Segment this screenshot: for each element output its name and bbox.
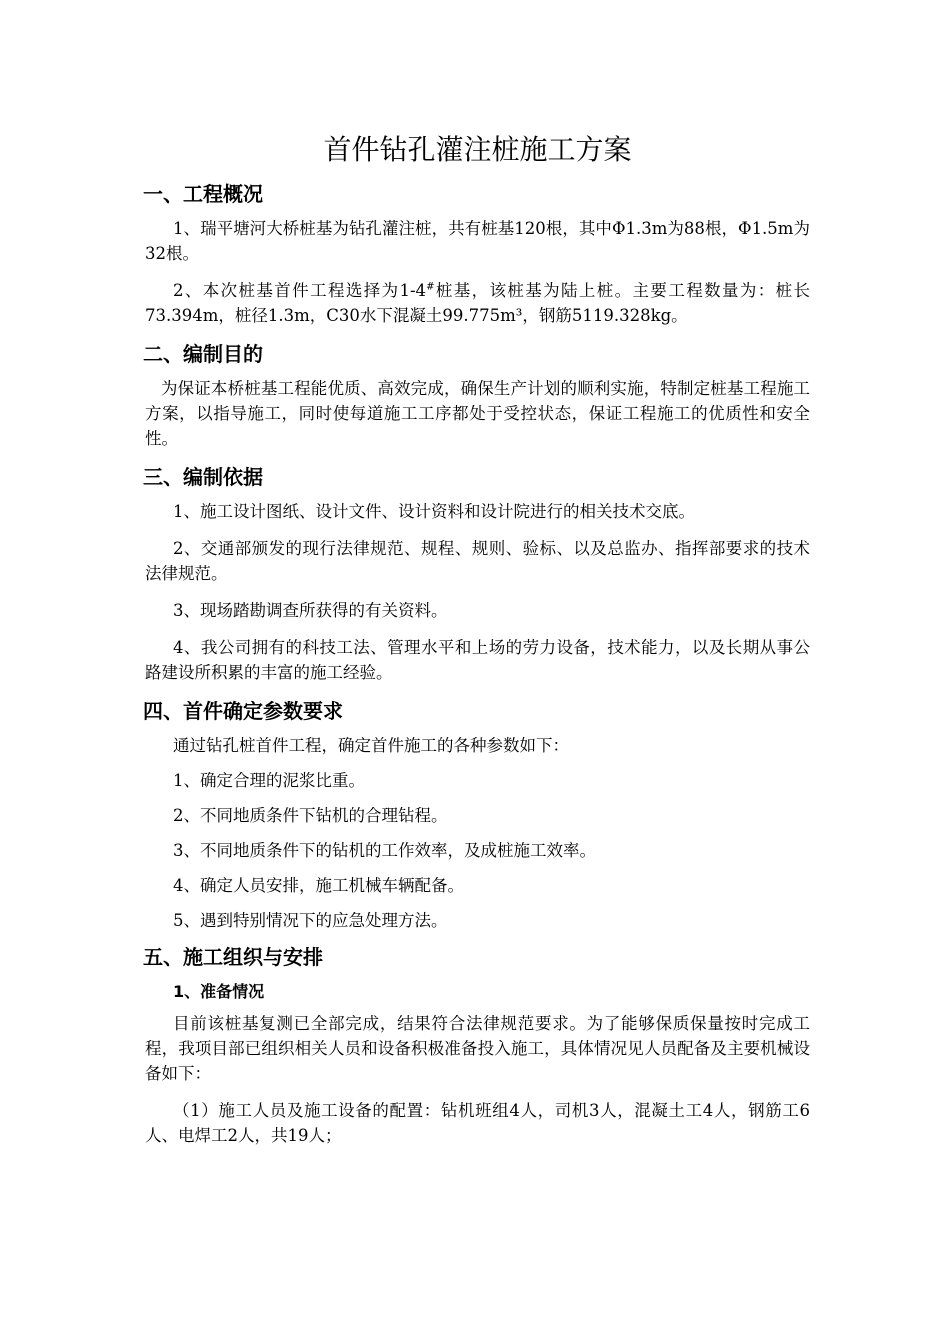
paragraph: 2、不同地质条件下钻机的合理钻程。	[173, 806, 448, 825]
paragraph: 5、遇到特别情况下的应急处理方法。	[173, 911, 448, 930]
paragraph-text: 2、本次桩基首件工程选择为1-4	[173, 281, 427, 300]
paragraph: 4、确定人员安排，施工机械车辆配备。	[173, 876, 464, 895]
paragraph: 1、施工设计图纸、设计文件、设计资料和设计院进行的相关技术交底。	[173, 502, 695, 521]
paragraph: 3、不同地质条件下的钻机的工作效率，及成桩施工效率。	[173, 841, 596, 860]
section-heading: 三、编制依据	[143, 465, 263, 489]
section-heading: 四、首件确定参数要求	[143, 699, 343, 723]
section-heading: 五、施工组织与安排	[143, 945, 323, 969]
paragraph-text: 桩基，该桩基为陆上桩。主要工程数量为：桩长73.394m，桩径1.3m，C30水下混凝土99.775m³，钢筋5119.328kg。	[145, 281, 811, 325]
section-heading: 一、工程概况	[143, 182, 263, 206]
paragraph: 2、交通部颁发的现行法律规范、规程、规则、验标、以及总监办、指挥部要求的技术法律规范。	[145, 539, 810, 583]
section-heading: 二、编制目的	[143, 342, 263, 366]
superscript: #	[426, 281, 435, 293]
paragraph: 4、我公司拥有的科技工法、管理水平和上场的劳力设备，技术能力，以及长期从事公路建设所积累的丰富的施工经验。	[145, 638, 810, 682]
paragraph: （1）施工人员及施工设备的配置：钻机班组4人，司机3人，混凝土工4人，钢筋工6人、电焊工2人，共19人；	[145, 1101, 810, 1145]
paragraph	[145, 278, 810, 328]
document-title: 首件钻孔灌注桩施工方案	[323, 133, 632, 166]
paragraph: 3、现场踏勘调查所获得的有关资料。	[173, 601, 448, 620]
paragraph: 1、瑞平塘河大桥桩基为钻孔灌注桩，共有桩基120根，其中Φ1.3m为88根，Φ1.5m为32根。	[145, 219, 810, 263]
paragraph: 目前该桩基复测已全部完成，结果符合法律规范要求。为了能够保质保量按时完成工程，我项目部已组织相关人员和设备积极准备投入施工，具体情况见人员配备及主要机械设备如下：	[145, 1014, 810, 1083]
document-body	[145, 130, 810, 1160]
paragraph: 1、确定合理的泥浆比重。	[173, 771, 365, 790]
subsection-heading: 1、准备情况	[173, 982, 265, 1001]
paragraph: 通过钻孔桩首件工程，确定首件施工的各种参数如下：	[173, 736, 569, 755]
paragraph: 为保证本桥桩基工程能优质、高效完成，确保生产计划的顺利实施，特制定桩基工程施工方案，以指导施工，同时使每道施工工序都处于受控状态，保证工程施工的优质性和安全性。	[145, 379, 810, 448]
